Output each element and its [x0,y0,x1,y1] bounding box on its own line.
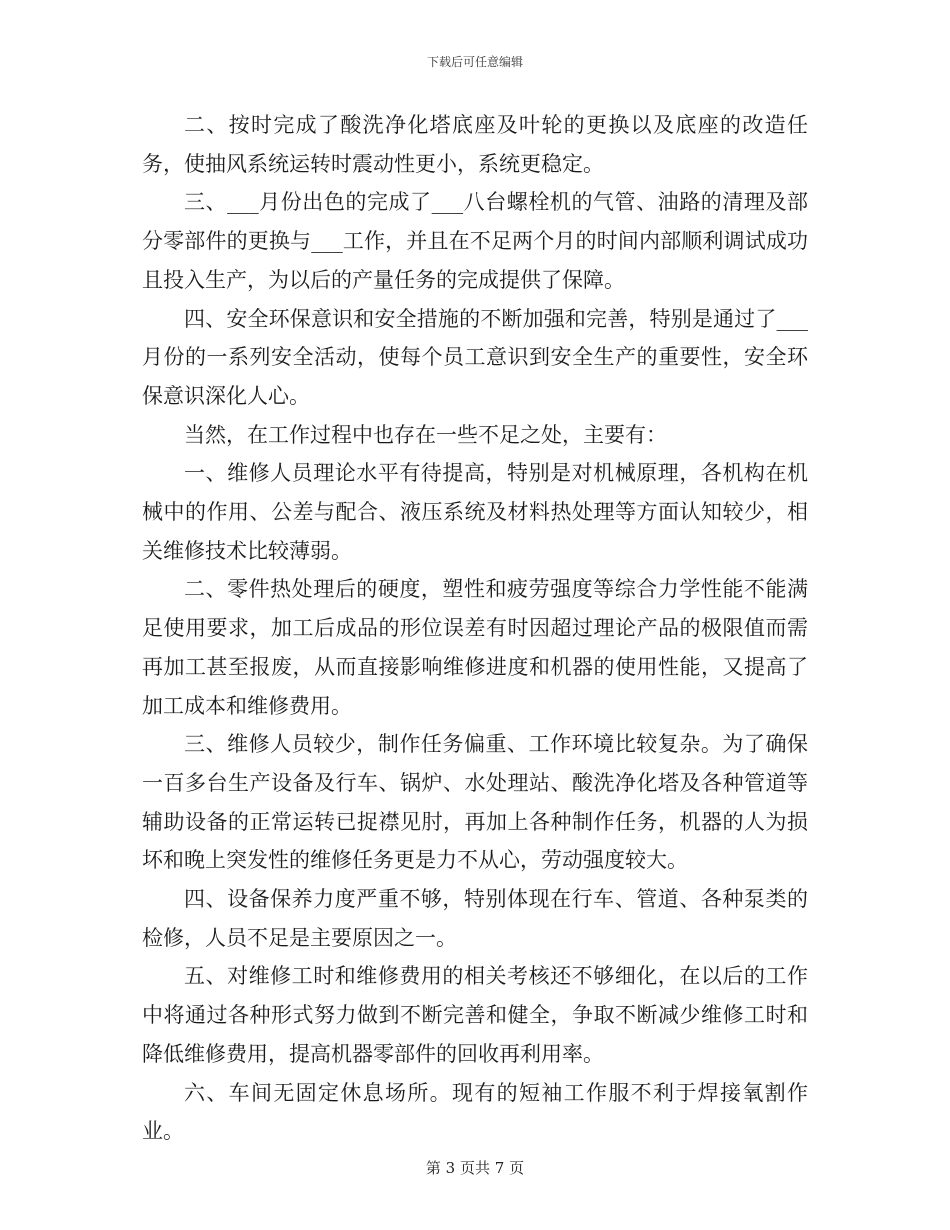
page-header: 下载后可任意编辑 [426,55,523,69]
page-footer: 第 3 页共 7 页 [425,1159,525,1177]
paragraph: 当然，在工作过程中也存在一些不足之处，主要有： [184,422,667,447]
paragraph: 二、按时完成了酸洗净化塔底座及叶轮的更换以及底座的改造任务，使抽风系统运转时震动性更小，系统更稳定。 [142,113,808,176]
paragraph: 一、维修人员理论水平有待提高，特别是对机械原理，各机构在机械中的作用、公差与配合、液压系统及材料热处理等方面认知较少，相关维修技术比较薄弱。 [142,461,808,563]
paragraph: 六、车间无固定休息场所。现有的短袖工作服不利于焊接氧割作业。 [142,1080,808,1144]
document-body [142,106,808,1151]
paragraph: 二、零件热处理后的硬度，塑性和疲劳强度等综合力学性能不能满足使用要求，加工后成品的形位误差有时因超过理论产品的极限值而需再加工甚至报废，从而直接影响维修进度和机器的使用性能，又提高了加工成本和维修费用。 [142,577,808,718]
paragraph: 五、对维修工时和维修费用的相关考核还不够细化，在以后的工作中将通过各种形式努力做到不断完善和健全，争取不断减少维修工时和降低维修费用，提高机器零部件的回收再利用率。 [142,964,808,1066]
paragraph: 三、维修人员较少，制作任务偏重、工作环境比较复杂。为了确保一百多台生产设备及行车、锅炉、水处理站、酸洗净化塔及各种管道等辅助设备的正常运转已捉襟见肘，再加上各种制作任务，机器的人为损坏和晚上突发性的维修任务更是力不从心，劳动强度较大。 [142,732,808,873]
paragraph: 三、___月份出色的完成了___八台螺栓机的气管、油路的清理及部分零部件的更换与___工作，并且在不足两个月的时间内部顺利调试成功且投入生产，为以后的产量任务的完成提供了保障。 [142,190,808,292]
paragraph: 四、设备保养力度严重不够，特别体现在行车、管道、各种泵类的检修，人员不足是主要原因之一。 [142,887,808,950]
paragraph: 四、安全环保意识和安全措施的不断加强和完善，特别是通过了___月份的一系列安全活动，使每个员工意识到安全生产的重要性，安全环保意识深化人心。 [142,306,808,408]
